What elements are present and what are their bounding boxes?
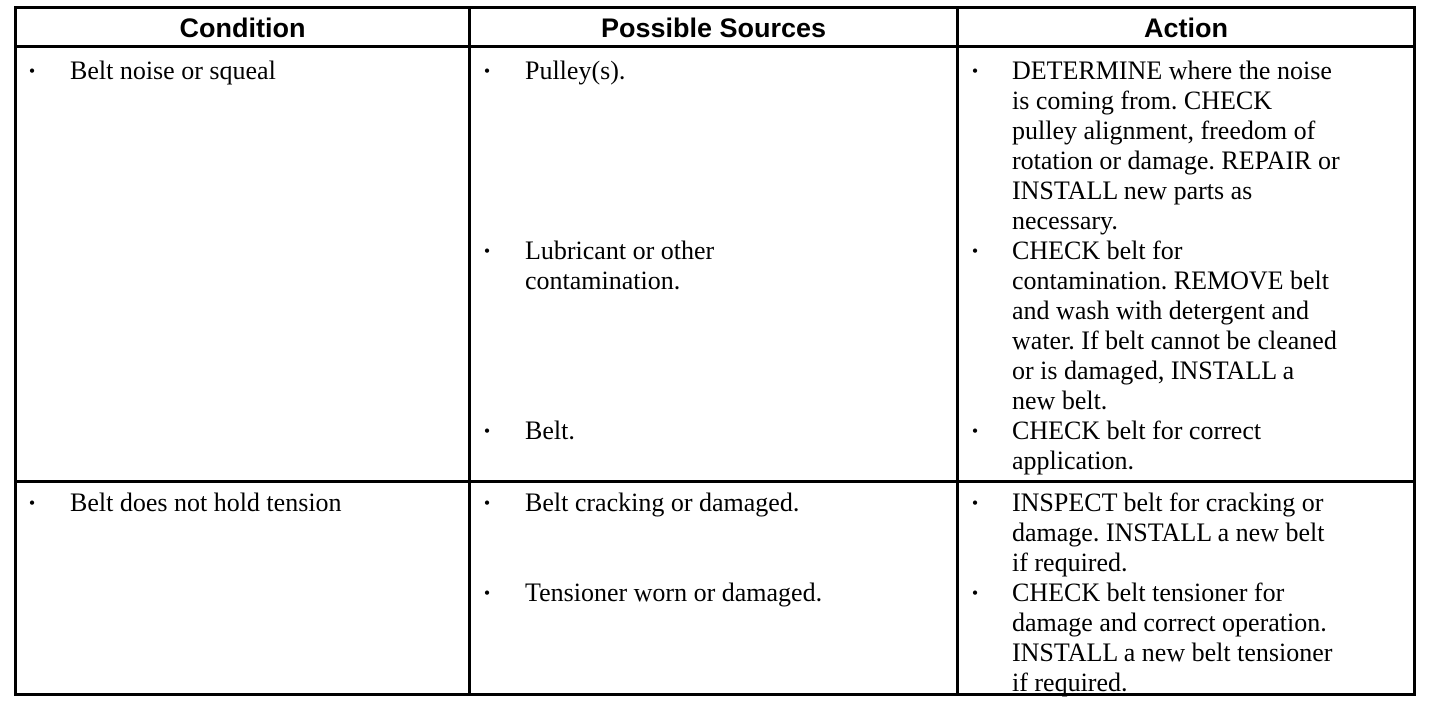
condition-text: Belt noise or squeal bbox=[70, 56, 276, 85]
source-text: Tensioner worn or damaged. bbox=[525, 578, 823, 607]
bullet-icon: • bbox=[971, 493, 979, 513]
bullet-icon: • bbox=[483, 421, 491, 441]
bullet-icon: • bbox=[971, 583, 979, 603]
column-divider bbox=[956, 9, 959, 693]
source-text: Pulley(s). bbox=[525, 56, 626, 85]
source-text: Lubricant or other contamination. bbox=[525, 236, 715, 295]
header-condition: Condition bbox=[179, 13, 306, 43]
action-text: DETERMINE where the noise is coming from. CHECK pulley alignment, freedom of rotation or damage. REPAIR or INSTALL new parts as necessary. bbox=[1012, 56, 1340, 235]
bullet-icon: • bbox=[28, 493, 36, 513]
action-text: CHECK belt for correct application. bbox=[1012, 416, 1262, 475]
bullet-icon: • bbox=[483, 583, 491, 603]
header-possible-sources: Possible Sources bbox=[600, 13, 827, 43]
action-text: INSPECT belt for cracking or damage. INSTALL a new belt if required. bbox=[1012, 488, 1325, 577]
column-divider bbox=[468, 9, 471, 693]
source-text: Belt. bbox=[525, 416, 575, 445]
source-text: Belt cracking or damaged. bbox=[525, 488, 800, 517]
bullet-icon: • bbox=[971, 421, 979, 441]
action-text: CHECK belt for contamination. REMOVE belt and wash with detergent and water. If belt cannot be cleaned or is damaged, INSTALL a new belt. bbox=[1012, 236, 1337, 415]
bullet-icon: • bbox=[971, 241, 979, 261]
row-divider bbox=[17, 480, 1413, 483]
header-action: Action bbox=[1144, 13, 1228, 43]
action-text: CHECK belt tensioner for damage and correct operation. INSTALL a new belt tensioner if required. bbox=[1012, 578, 1333, 697]
bullet-icon: • bbox=[971, 61, 979, 81]
bullet-icon: • bbox=[483, 493, 491, 513]
bullet-icon: • bbox=[28, 61, 36, 81]
diagnosis-table bbox=[14, 6, 1416, 696]
condition-text: Belt does not hold tension bbox=[70, 488, 342, 517]
bullet-icon: • bbox=[483, 61, 491, 81]
bullet-icon: • bbox=[483, 241, 491, 261]
